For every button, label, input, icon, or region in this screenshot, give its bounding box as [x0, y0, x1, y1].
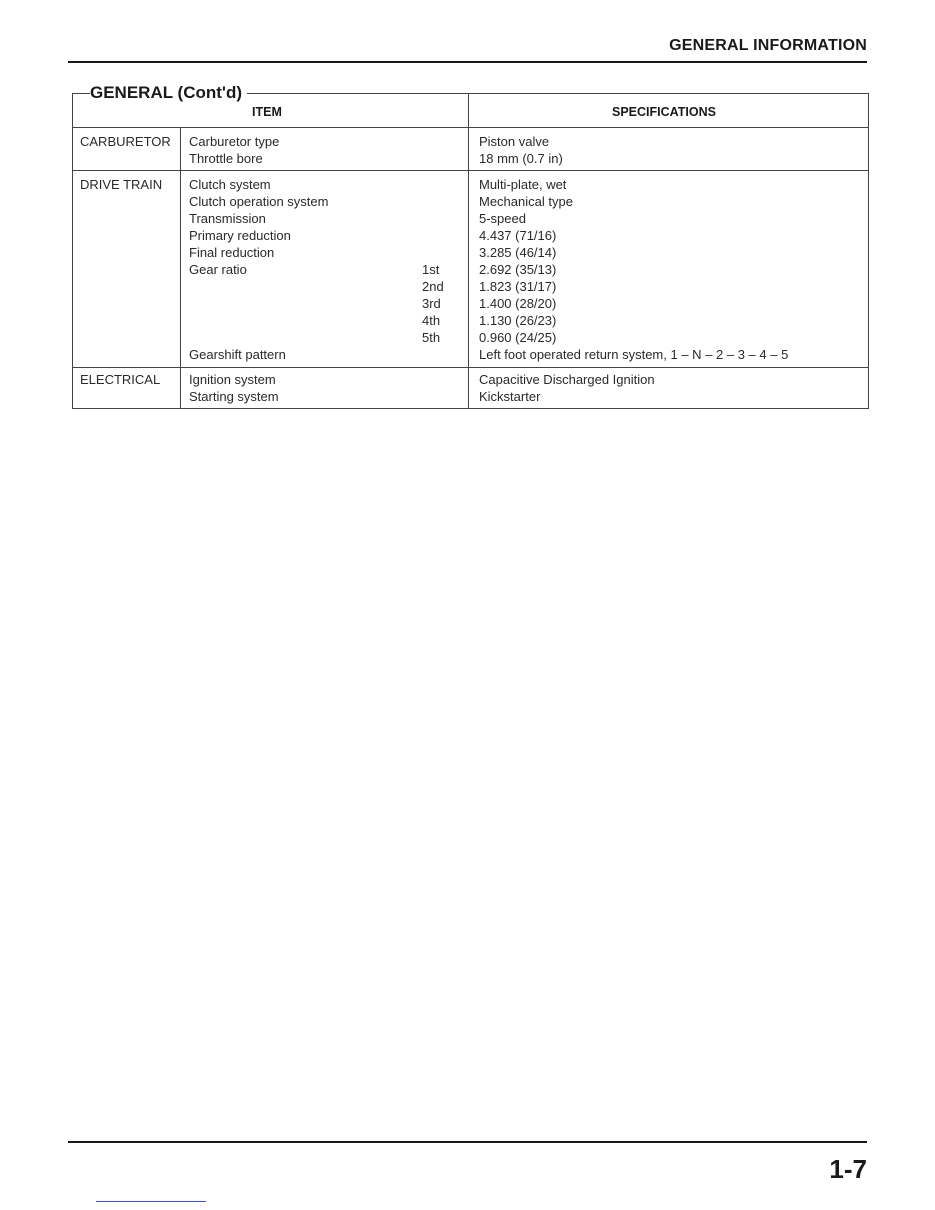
navigation-link[interactable]	[96, 1201, 206, 1202]
spec-final-reduction: 3.285 (46/14)	[479, 245, 557, 260]
sub-gear-4th: 4th	[422, 313, 441, 328]
sub-gear-2nd: 2nd	[422, 279, 444, 294]
spec-transmission: 5-speed	[479, 211, 526, 226]
spec-gear-3rd: 1.400 (28/20)	[479, 296, 557, 311]
column-header-item: ITEM	[252, 105, 282, 119]
spec-gear-4th: 1.130 (26/23)	[479, 313, 557, 328]
spec-gearshift-pattern: Left foot operated return system, 1 – N – 2 – 3 – 4 – 5	[479, 347, 789, 362]
item-gearshift-pattern: Gearshift pattern	[189, 347, 286, 362]
table-left-border	[72, 93, 73, 409]
group-name-drive-train: DRIVE TRAIN	[80, 177, 163, 192]
item-carburetor-type: Carburetor type	[189, 134, 280, 149]
item-throttle-bore: Throttle bore	[189, 151, 263, 166]
header-rule	[68, 61, 867, 63]
column-divider-spec	[468, 93, 469, 409]
group-name-carburetor: CARBURETOR	[80, 134, 171, 149]
footer-rule	[68, 1141, 867, 1143]
sub-gear-3rd: 3rd	[422, 296, 441, 311]
header-divider	[72, 127, 869, 128]
spec-throttle-bore: 18 mm (0.7 in)	[479, 151, 563, 166]
item-gear-ratio: Gear ratio	[189, 262, 247, 277]
item-ignition-system: Ignition system	[189, 372, 276, 387]
item-transmission: Transmission	[189, 211, 266, 226]
group-divider-2	[72, 367, 869, 368]
table-bottom-border	[72, 408, 869, 409]
spec-gear-2nd: 1.823 (31/17)	[479, 279, 557, 294]
item-primary-reduction: Primary reduction	[189, 228, 291, 243]
item-clutch-operation: Clutch operation system	[189, 194, 329, 209]
item-starting-system: Starting system	[189, 389, 279, 404]
section-title: GENERAL (Cont'd)	[90, 83, 247, 103]
group-name-electrical: ELECTRICAL	[80, 372, 161, 387]
table-right-border	[868, 93, 869, 409]
spec-clutch-operation: Mechanical type	[479, 194, 573, 209]
spec-gear-1st: 2.692 (35/13)	[479, 262, 557, 277]
spec-starting-system: Kickstarter	[479, 389, 541, 404]
sub-gear-1st: 1st	[422, 262, 440, 277]
sub-gear-5th: 5th	[422, 330, 441, 345]
page-number: 1-7	[829, 1154, 867, 1184]
item-clutch-system: Clutch system	[189, 177, 271, 192]
group-divider-1	[72, 170, 869, 171]
spec-gear-5th: 0.960 (24/25)	[479, 330, 557, 345]
column-header-spec: SPECIFICATIONS	[612, 105, 716, 119]
item-final-reduction: Final reduction	[189, 245, 275, 260]
spec-clutch-system: Multi-plate, wet	[479, 177, 567, 192]
spec-primary-reduction: 4.437 (71/16)	[479, 228, 557, 243]
spec-carburetor-type: Piston valve	[479, 134, 550, 149]
spec-table	[72, 93, 869, 409]
header-title: GENERAL INFORMATION	[669, 37, 867, 54]
spec-ignition-system: Capacitive Discharged Ignition	[479, 372, 655, 387]
